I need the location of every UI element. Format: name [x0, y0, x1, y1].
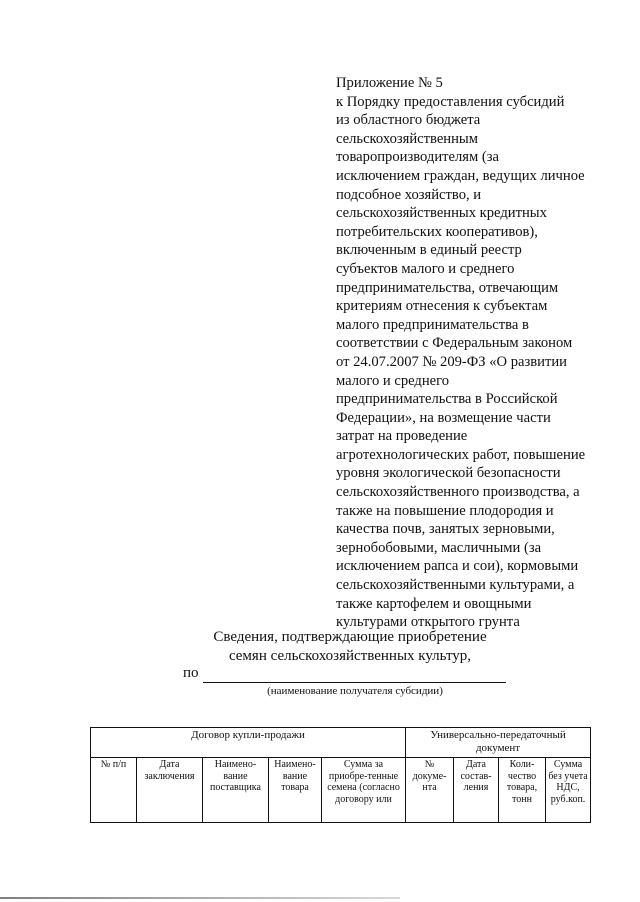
appendix-line: от 24.07.2007 № 209-ФЗ «О развитии — [336, 353, 567, 370]
appendix-line: из областного бюджета — [336, 112, 481, 129]
appendix-line: также картофелем и овощными — [336, 595, 532, 612]
appendix-line: сельскохозяйственными культурами, а — [336, 577, 575, 594]
col-header-supplier: Наимено-вание поставщика — [203, 758, 269, 823]
table-group-header-row — [91, 728, 591, 758]
col-header-doc-date: Дата состав-ления — [454, 758, 499, 823]
scan-edge-stroke — [0, 897, 400, 899]
appendix-line: предпринимательства, отвечающим — [336, 279, 559, 296]
document-heading — [100, 628, 600, 666]
appendix-line: критериям отнесения к субъектам — [336, 298, 548, 315]
appendix-line: Федерации», на возмещение части — [336, 409, 551, 426]
appendix-line: уровня экологической безопасности — [336, 465, 561, 482]
col-header-sum-no-vat: Сумма без учета НДС, руб.коп. — [546, 758, 591, 823]
appendix-line: затрат на проведение — [336, 428, 468, 445]
appendix-line: качества почв, занятых зерновыми, — [336, 521, 555, 538]
recipient-blank-line — [203, 682, 506, 683]
heading-line-1: Сведения, подтверждающие приобретение — [213, 629, 487, 645]
appendix-line: Приложение № 5 — [336, 75, 443, 91]
appendix-line: предпринимательства в Российской — [336, 391, 558, 408]
col-header-sum: Сумма за приобре-тенные семена (согласно договору или — [322, 758, 406, 823]
appendix-line: товаропроизводителям (за — [336, 149, 499, 166]
appendix-line: включенным в единый реестр — [336, 242, 522, 259]
seed-purchase-table — [90, 727, 591, 823]
appendix-line: сельскохозяйственных кредитных — [336, 205, 547, 222]
appendix-line: подсобное хозяйство, и — [336, 186, 482, 203]
col-header-doc-number: № докуме-нта — [406, 758, 454, 823]
heading-line-2: семян сельскохозяйственных культур, — [228, 648, 472, 664]
appendix-line: сельскохозяйственного производства, а — [336, 484, 580, 501]
appendix-line: малого и среднего — [336, 372, 450, 389]
col-header-number: № п/п — [91, 758, 137, 823]
appendix-line: к Порядку предоставления субсидий — [336, 93, 565, 110]
recipient-caption: (наименование получателя субсидии) — [267, 685, 443, 697]
recipient-prefix: по — [183, 665, 199, 681]
appendix-line: малого предпринимательства в — [336, 316, 529, 333]
group-contract: Договор купли-продажи — [91, 728, 406, 758]
appendix-line: сельскохозяйственным — [336, 130, 478, 147]
appendix-line: исключением рапса и сои), кормовыми — [336, 558, 579, 575]
appendix-block — [336, 74, 621, 632]
group-upd: Универсально-передаточный документ — [406, 728, 591, 758]
appendix-line: соответствии с Федеральным законом — [336, 335, 573, 352]
appendix-line: субъектов малого и среднего — [336, 260, 515, 277]
appendix-line: зернобобовыми, масличными (за — [336, 539, 542, 556]
appendix-line: потребительских кооперативов), — [336, 223, 538, 240]
appendix-line: культурами открытого грунта — [336, 614, 520, 631]
appendix-line: исключением граждан, ведущих личное — [336, 167, 585, 184]
appendix-line: также на повышение плодородия и — [336, 502, 554, 519]
col-header-goods: Наимено-вание товара — [269, 758, 322, 823]
col-header-quantity: Коли-чество товара, тонн — [499, 758, 546, 823]
appendix-line: агротехнологических работ, повышение — [336, 446, 586, 463]
table-column-header-row — [91, 758, 591, 823]
col-header-date: Дата заключения — [137, 758, 203, 823]
